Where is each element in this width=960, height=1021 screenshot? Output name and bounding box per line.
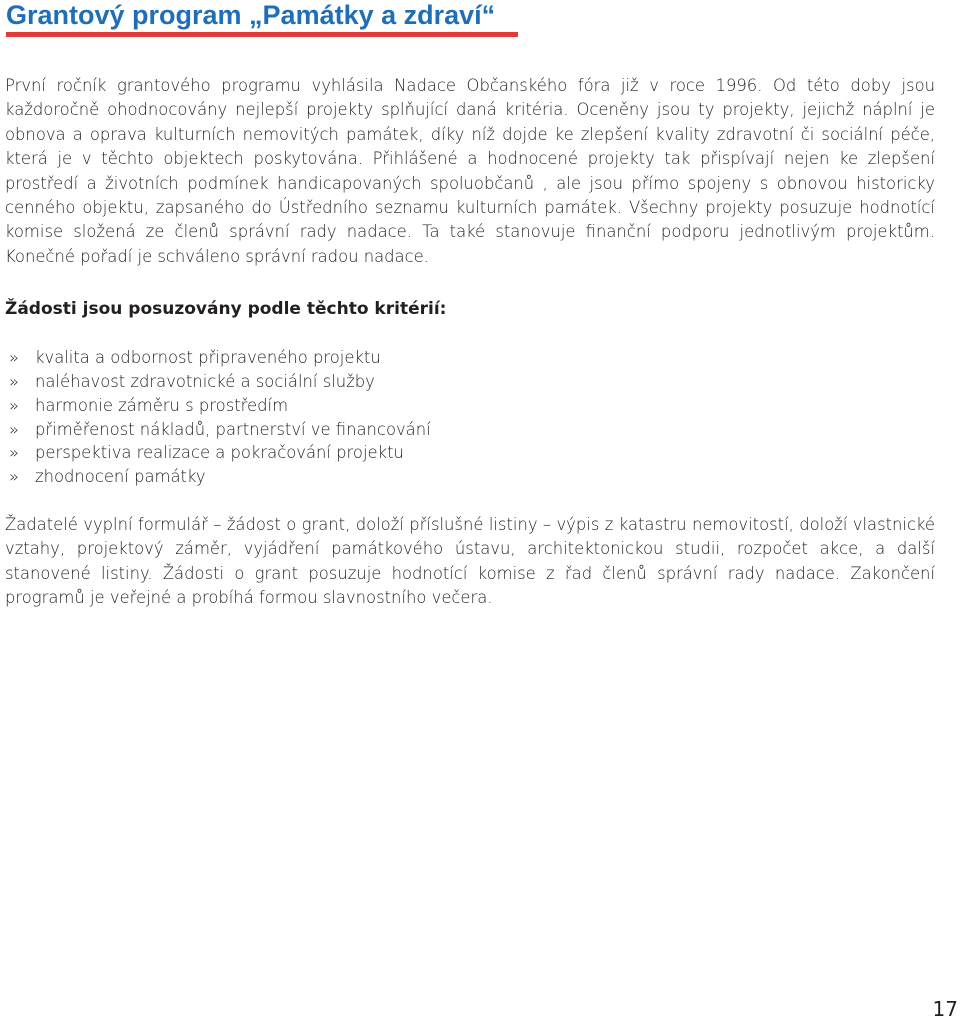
criteria-item-label: harmonie záměru s prostředím (35, 395, 289, 415)
page-content (5, 74, 935, 611)
list-item (5, 346, 935, 370)
title-underline (6, 32, 518, 37)
list-item (5, 418, 935, 442)
bullet-icon: » (9, 467, 19, 487)
list-item (5, 441, 935, 465)
list-item (5, 465, 935, 489)
criteria-item-label: naléhavost zdravotnické a sociální služby (35, 372, 375, 392)
closing-paragraph: Žadatelé vyplní formulář – žádost o grant, doloží příslušné listiny – výpis z katastru nemovitostí, doloží vlastnické vztahy, projektový záměr, vyjádření památkového ústavu, architektonickou studii, rozpočet akce, a další stanovené listiny. Žádosti o grant posuzuje hodnotící komise z řad členů správní rady nadace. Zakončení programů je veřejné a probíhá formou slavnostního večera. (5, 515, 935, 608)
list-item (5, 394, 935, 418)
criteria-heading: Žádosti jsou posuzovány podle těchto kritérií: (5, 299, 447, 320)
criteria-item-label: perspektiva realizace a pokračování projektu (35, 443, 404, 463)
list-item (5, 370, 935, 394)
criteria-item-label: kvalita a odbornost připraveného projektu (35, 348, 381, 368)
page-number: 17 (932, 997, 958, 1021)
intro-paragraph: První ročník grantového programu vyhlásila Nadace Občanského fóra již v roce 1996. Od této doby jsou každoročně ohodnocovány nejlepší projekty splňující daná kritéria. Oceněny jsou ty projekty, jejichž náplní je obnova a oprava kulturních nemovitých památek, díky níž dojde ke zlepšení kvality zdravotní či sociální péče, která je v těchto objektech poskytována. Přihlášené a hodnocené projekty tak přispívají nejen ke zlepšení prostředí a životních podmínek handicapovaných spoluobčanů , ale jsou přímo spojeny s obnovou historicky cenného objektu, zapsaného do Ústředního seznamu kulturních památek. Všechny projekty posuzuje hodnotící komise složená ze členů správní rady nadace. Ta také stanovuje finanční podporu jednotlivým projektům. Konečné pořadí je schváleno správní radou nadace. (5, 76, 935, 266)
bullet-icon: » (9, 348, 19, 368)
bullet-icon: » (9, 372, 19, 392)
criteria-item-label: přiměřenost nákladů, partnerství ve financování (35, 419, 431, 439)
criteria-item-label: zhodnocení památky (35, 467, 206, 487)
page-title: Grantový program „Památky a zdraví“ (6, 0, 496, 30)
bullet-icon: » (9, 443, 19, 463)
page-header (6, 0, 518, 37)
bullet-icon: » (9, 419, 19, 439)
bullet-icon: » (9, 395, 19, 415)
criteria-list (5, 346, 935, 489)
